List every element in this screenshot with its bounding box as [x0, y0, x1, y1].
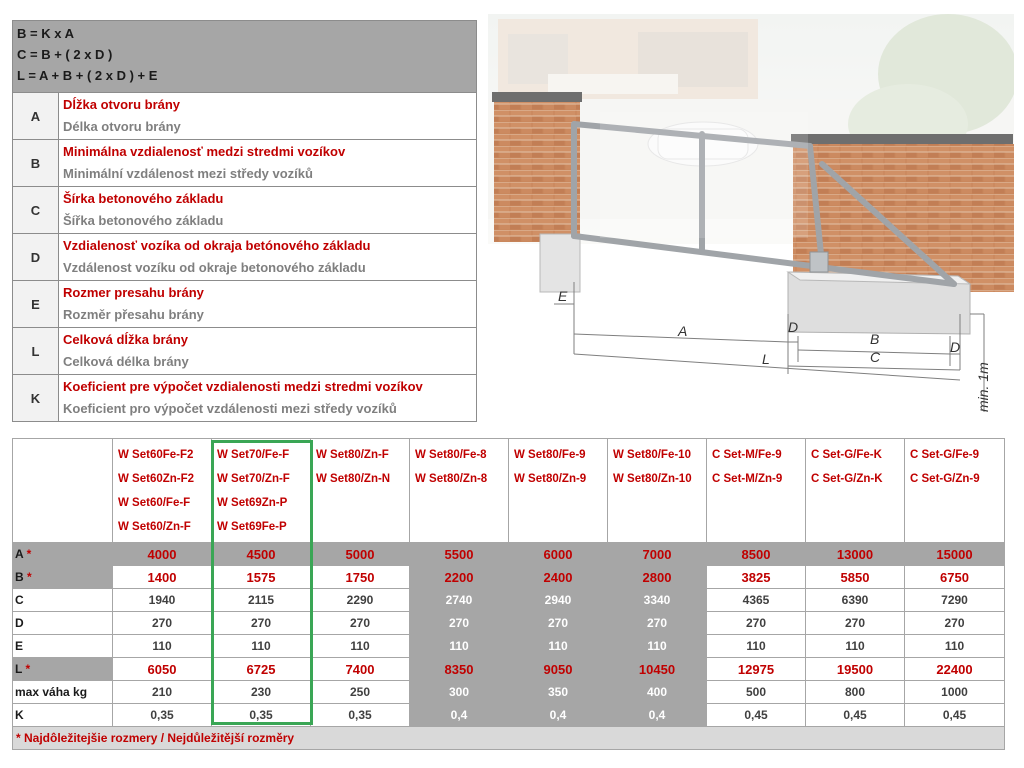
- model-name: C Set-G/Fe-9: [910, 449, 980, 461]
- dim-label-l: L: [762, 351, 770, 367]
- model-name: W Set80/Fe-10: [613, 449, 691, 461]
- model-name: W Set60Zn-F2: [118, 473, 195, 485]
- row-label: [13, 704, 113, 727]
- table-cell: 4365: [707, 589, 806, 612]
- table-row: [13, 566, 1005, 589]
- legend-row-l: [13, 328, 477, 375]
- gate-motor: [810, 252, 828, 272]
- table-cell: 250: [311, 681, 410, 704]
- table-cell: 0,4: [608, 704, 707, 727]
- column-header: [905, 439, 1005, 543]
- legend-sk: Koeficient pre výpočet vzdialenosti medzi stredmi vozíkov: [63, 379, 423, 394]
- model-name: C Set-G/Zn-9: [910, 473, 980, 485]
- table-cell: 4500: [212, 543, 311, 566]
- legend-cz: Celková délka brány: [63, 354, 189, 369]
- formula-l: L = A + B + ( 2 x D ) + E: [17, 68, 158, 83]
- row-label: [13, 635, 113, 658]
- table-cell: 1575: [212, 566, 311, 589]
- legend-cz: Minimální vzdálenost mezi středy vozíků: [63, 166, 313, 181]
- model-name: C Set-G/Fe-K: [811, 449, 882, 461]
- table-cell: 110: [311, 635, 410, 658]
- table-cell: 19500: [806, 658, 905, 681]
- table-cell: 270: [509, 612, 608, 635]
- row-label: [13, 543, 113, 566]
- table-cell: 0,35: [113, 704, 212, 727]
- row-label-text: K: [15, 708, 24, 722]
- table-cell: 0,45: [707, 704, 806, 727]
- legend-key: D: [13, 234, 59, 281]
- legend-cz: Šířka betonového základu: [63, 213, 224, 228]
- table-cell: 0,35: [212, 704, 311, 727]
- table-cell: 110: [707, 635, 806, 658]
- table-cell: 2200: [410, 566, 509, 589]
- column-header: [608, 439, 707, 543]
- table-cell: 110: [212, 635, 311, 658]
- model-name: W Set80/Fe-8: [415, 449, 487, 461]
- legend-cz: Délka otvoru brány: [63, 119, 181, 134]
- table-cell: 5000: [311, 543, 410, 566]
- column-header: [113, 439, 212, 543]
- dim-label-min: min. 1m: [975, 362, 991, 412]
- legend-key: C: [13, 187, 59, 234]
- row-label-text: D: [15, 616, 24, 630]
- table-body: [13, 543, 1005, 727]
- model-name: W Set80/Fe-9: [514, 449, 586, 461]
- importance-star: *: [23, 547, 32, 561]
- model-name: W Set60Fe-F2: [118, 449, 194, 461]
- table-cell: 270: [905, 612, 1005, 635]
- legend-sk: Vzdialenosť vozíka od okraja betónového základu: [63, 238, 371, 253]
- table-cell: 270: [311, 612, 410, 635]
- legend-key: K: [13, 375, 59, 422]
- formula-c: C = B + ( 2 x D ): [17, 47, 113, 62]
- row-label-text: L: [15, 662, 23, 676]
- legend-table: [12, 20, 477, 422]
- model-name: W Set70/Zn-F: [217, 473, 290, 485]
- row-label: [13, 658, 113, 681]
- row-label-text: max váha kg: [15, 685, 88, 699]
- table-cell: 110: [410, 635, 509, 658]
- table-cell: 2800: [608, 566, 707, 589]
- legend-row-d: [13, 234, 477, 281]
- table-cell: 3340: [608, 589, 707, 612]
- dim-label-c: C: [870, 349, 881, 365]
- table-cell: 6000: [509, 543, 608, 566]
- table-cell: 7290: [905, 589, 1005, 612]
- row-label: [13, 566, 113, 589]
- table-row: [13, 543, 1005, 566]
- table-cell: 270: [410, 612, 509, 635]
- table-cell: 7000: [608, 543, 707, 566]
- legend-sk: Šírka betonového základu: [63, 191, 224, 206]
- importance-star: *: [23, 570, 32, 584]
- model-name: W Set80/Zn-N: [316, 473, 391, 485]
- column-header: [410, 439, 509, 543]
- table-cell: 110: [509, 635, 608, 658]
- model-name: W Set80/Zn-F: [316, 449, 389, 461]
- table-row: [13, 704, 1005, 727]
- table-cell: 22400: [905, 658, 1005, 681]
- row-label-text: B: [15, 570, 24, 584]
- table-cell: 1750: [311, 566, 410, 589]
- table-cell: 110: [806, 635, 905, 658]
- table-cell: 4000: [113, 543, 212, 566]
- model-name: W Set70/Fe-F: [217, 449, 290, 461]
- legend-sk: Celková dĺžka brány: [63, 332, 188, 347]
- table-cell: 0,4: [509, 704, 608, 727]
- model-name: W Set69Fe-P: [217, 521, 287, 533]
- table-cell: 8350: [410, 658, 509, 681]
- table-cell: 400: [608, 681, 707, 704]
- gate-illustration: [488, 14, 1014, 420]
- dimensions-table: [12, 438, 1005, 750]
- table-cell: 800: [806, 681, 905, 704]
- legend-row-a: [13, 93, 477, 140]
- table-cell: 12975: [707, 658, 806, 681]
- footnote: * Najdôležitejšie rozmery / Nejdůležitější rozměry: [13, 727, 1005, 750]
- header-row: [13, 439, 1005, 543]
- table-cell: 2740: [410, 589, 509, 612]
- dim-label-b: B: [870, 331, 880, 347]
- legend-cz: Rozměr přesahu brány: [63, 307, 204, 322]
- table-cell: 270: [212, 612, 311, 635]
- model-name: W Set60/Fe-F: [118, 497, 191, 509]
- table-cell: 110: [113, 635, 212, 658]
- table-cell: 6390: [806, 589, 905, 612]
- table-cell: 0,4: [410, 704, 509, 727]
- row-label-text: E: [15, 639, 24, 653]
- table-cell: 5850: [806, 566, 905, 589]
- row-label-text: C: [15, 593, 24, 607]
- column-header: [212, 439, 311, 543]
- left-pillar: [492, 92, 582, 292]
- table-row: [13, 658, 1005, 681]
- row-label: [13, 681, 113, 704]
- column-header: [311, 439, 410, 543]
- legend-key: E: [13, 281, 59, 328]
- table-cell: 270: [608, 612, 707, 635]
- legend-row-k: [13, 375, 477, 422]
- table-cell: 2115: [212, 589, 311, 612]
- table-cell: 13000: [806, 543, 905, 566]
- legend-sk: Minimálna vzdialenosť medzi stredmi vozíkov: [63, 144, 346, 159]
- model-name: W Set80/Zn-10: [613, 473, 692, 485]
- row-label: [13, 612, 113, 635]
- dim-label-e: E: [558, 288, 568, 304]
- table-cell: 5500: [410, 543, 509, 566]
- table-cell: 0,45: [905, 704, 1005, 727]
- table-cell: 2940: [509, 589, 608, 612]
- table-row: [13, 589, 1005, 612]
- importance-star: *: [22, 662, 31, 676]
- legend-row-e: [13, 281, 477, 328]
- legend-key: B: [13, 140, 59, 187]
- model-name: W Set60/Zn-F: [118, 521, 191, 533]
- dim-label-d-right: D: [950, 339, 961, 355]
- table-cell: 350: [509, 681, 608, 704]
- table-cell: 110: [608, 635, 707, 658]
- model-name: W Set69Zn-P: [217, 497, 288, 509]
- table-cell: 6050: [113, 658, 212, 681]
- column-header: [509, 439, 608, 543]
- table-cell: 110: [905, 635, 1005, 658]
- table-cell: 8500: [707, 543, 806, 566]
- table-cell: 1000: [905, 681, 1005, 704]
- row-label: [13, 589, 113, 612]
- model-name: C Set-G/Zn-K: [811, 473, 883, 485]
- table-cell: 1400: [113, 566, 212, 589]
- formula-cell: [13, 21, 477, 93]
- table-cell: 3825: [707, 566, 806, 589]
- header-corner: [13, 439, 113, 543]
- model-name: C Set-M/Zn-9: [712, 473, 783, 485]
- table-row: [13, 612, 1005, 635]
- model-name: W Set80/Zn-8: [415, 473, 488, 485]
- table-row: [13, 681, 1005, 704]
- dim-label-a: A: [678, 323, 688, 339]
- table-cell: 7400: [311, 658, 410, 681]
- table-cell: 0,45: [806, 704, 905, 727]
- table-cell: 270: [113, 612, 212, 635]
- legend-cz: Vzdálenost vozíku od okraje betonového základu: [63, 260, 366, 275]
- legend-row-c: [13, 187, 477, 234]
- table-cell: 270: [707, 612, 806, 635]
- table-cell: 300: [410, 681, 509, 704]
- legend-sk: Dĺžka otvoru brány: [63, 97, 181, 112]
- row-label-text: A: [15, 547, 24, 561]
- dim-label-d-left: D: [788, 319, 799, 335]
- column-header: [806, 439, 905, 543]
- table-cell: 2400: [509, 566, 608, 589]
- table-cell: 0,35: [311, 704, 410, 727]
- legend-cz: Koeficient pro výpočet vzdálenosti mezi středy vozíků: [63, 401, 397, 416]
- column-header: [707, 439, 806, 543]
- table-cell: 1940: [113, 589, 212, 612]
- model-name: W Set80/Zn-9: [514, 473, 587, 485]
- table-cell: 210: [113, 681, 212, 704]
- table-cell: 500: [707, 681, 806, 704]
- legend-row-b: [13, 140, 477, 187]
- table-cell: 270: [806, 612, 905, 635]
- table-cell: 15000: [905, 543, 1005, 566]
- formula-b: B = K x A: [17, 26, 74, 41]
- table-cell: 6750: [905, 566, 1005, 589]
- table-cell: 2290: [311, 589, 410, 612]
- table-cell: 230: [212, 681, 311, 704]
- table-cell: 10450: [608, 658, 707, 681]
- legend-key: L: [13, 328, 59, 375]
- legend-sk: Rozmer presahu brány: [63, 285, 204, 300]
- legend-key: A: [13, 93, 59, 140]
- model-name: C Set-M/Fe-9: [712, 449, 782, 461]
- table-cell: 9050: [509, 658, 608, 681]
- table-row: [13, 635, 1005, 658]
- table-cell: 6725: [212, 658, 311, 681]
